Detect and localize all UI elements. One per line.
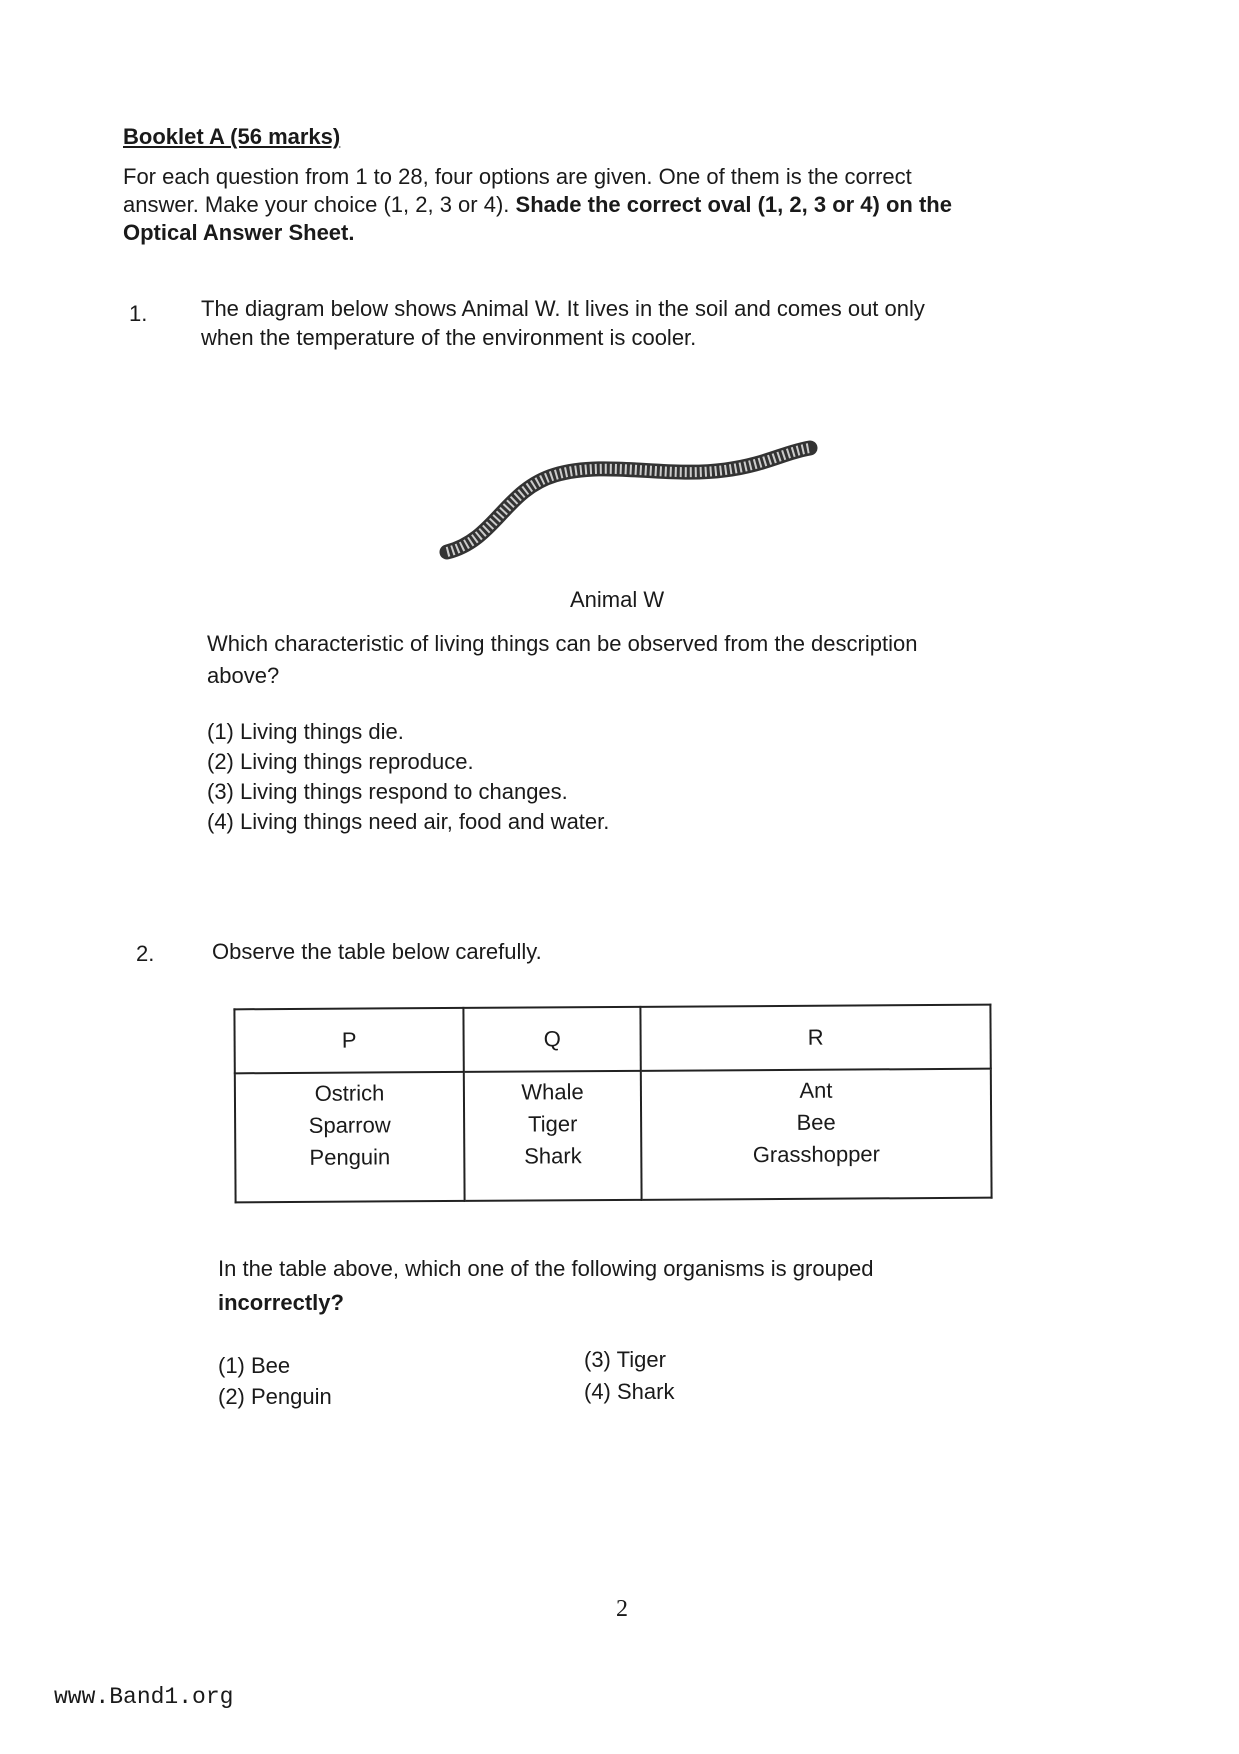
q2-option-1: (1) Bee bbox=[218, 1353, 291, 1378]
q1-prompt-2: above? bbox=[207, 663, 280, 688]
q1-prompt-1: Which characteristic of living things can be observed from the description bbox=[207, 631, 918, 656]
cell: Sparrow bbox=[308, 1112, 391, 1138]
header-r: R bbox=[641, 1005, 991, 1071]
q2-option-4: (4) Shark bbox=[584, 1379, 675, 1404]
instructions-text: answer. Make your choice (1, 2, 3 or 4). bbox=[123, 192, 516, 217]
q1-option-1: (1) Living things die. bbox=[207, 719, 404, 744]
cell: Ant bbox=[799, 1077, 833, 1103]
q1-option-3: (3) Living things respond to changes. bbox=[207, 779, 568, 804]
q2-number: 2. bbox=[136, 941, 155, 966]
cell: Ostrich bbox=[314, 1080, 385, 1106]
q2-prompt-2: incorrectly? bbox=[218, 1290, 344, 1315]
cell: Grasshopper bbox=[752, 1141, 881, 1168]
page-number: 2 bbox=[616, 1596, 628, 1622]
cell: Tiger bbox=[528, 1111, 578, 1137]
instructions-line-1: For each question from 1 to 28, four options are given. One of them is the correct bbox=[123, 164, 912, 189]
animal-w-caption: Animal W bbox=[570, 587, 665, 612]
cell: Whale bbox=[521, 1079, 584, 1105]
q1-option-4: (4) Living things need air, food and water. bbox=[207, 809, 610, 834]
q2-option-2: (2) Penguin bbox=[218, 1384, 332, 1409]
column-q bbox=[464, 1071, 642, 1201]
instructions-bold: Shade the correct oval (1, 2, 3 or 4) on the bbox=[515, 192, 952, 217]
q1-option-2: (2) Living things reproduce. bbox=[207, 749, 474, 774]
booklet-title: Booklet A (56 marks) bbox=[123, 124, 341, 149]
cell: Bee bbox=[796, 1109, 836, 1135]
cell: Penguin bbox=[309, 1144, 391, 1170]
q1-number: 1. bbox=[129, 301, 148, 326]
instructions-line-3: Optical Answer Sheet. bbox=[123, 220, 355, 245]
cell: Shark bbox=[524, 1143, 582, 1169]
q2-intro: Observe the table below carefully. bbox=[212, 939, 542, 964]
watermark: www.Band1.org bbox=[54, 1684, 234, 1710]
column-r bbox=[641, 1069, 992, 1200]
header-p: P bbox=[234, 1008, 464, 1073]
instructions-line-2 bbox=[123, 189, 952, 220]
header-q: Q bbox=[464, 1007, 641, 1072]
earthworm-illustration bbox=[435, 430, 825, 570]
q2-option-3: (3) Tiger bbox=[584, 1347, 666, 1372]
grouping-table bbox=[233, 1004, 992, 1204]
q1-text-1: The diagram below shows Animal W. It lives in the soil and comes out only bbox=[201, 296, 925, 321]
column-p bbox=[235, 1072, 465, 1202]
q1-text-2: when the temperature of the environment is cooler. bbox=[201, 325, 697, 350]
q2-prompt-1: In the table above, which one of the following organisms is grouped bbox=[218, 1256, 874, 1281]
